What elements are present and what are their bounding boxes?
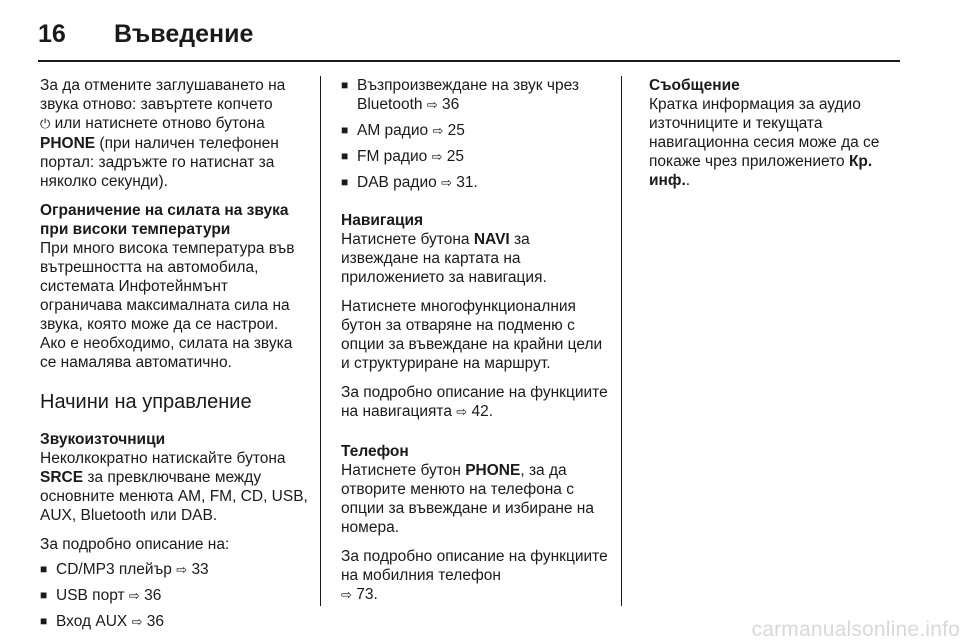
subheading-message: Съобщение <box>649 77 740 94</box>
paragraph-multifunction: Натиснете многофункционалния бутон за отваряне на подменю с опции за въвеждане на крайни цели и структуриране на маршрут. <box>341 298 603 372</box>
page-header <box>38 14 253 54</box>
list-item: ■ Вход AUX ⇨ 36 <box>40 612 308 632</box>
list-item: ■ USB порт ⇨ 36 <box>40 586 308 606</box>
button-name-navi: NAVI <box>473 231 510 248</box>
subheading-navigation: Навигация <box>341 212 424 229</box>
paragraph-details: За подробно описание на: <box>40 536 230 553</box>
source-list <box>40 560 308 632</box>
column-1 <box>40 76 308 642</box>
paragraph-message: Кратка информация за аудио източниците и текущата навигационна сесия може да се покаже чрез приложението Кр. инф.. <box>649 96 880 189</box>
page-ref-icon: ⇨ <box>128 589 140 604</box>
page-ref-icon: ⇨ <box>341 588 352 603</box>
list-item: ■ FM радио ⇨ 25 <box>341 147 609 167</box>
app-name-info: Кр. инф. <box>649 153 873 189</box>
subheading-phone: Телефон <box>341 443 409 460</box>
page-ref-icon: ⇨ <box>432 124 444 139</box>
paragraph-phone: Натиснете бутон PHONE, за да отворите менюто на телефона с опции за въвеждане и избиране на номера. <box>341 462 594 536</box>
list-item: ■ DAB радио ⇨ 31. <box>341 173 609 193</box>
paragraph-sources: Неколкократно натискайте бутона SRCE за превключване между основните менюта AM, FM, CD, USB, AUX, Bluetooth или DAB. <box>40 450 308 524</box>
list-item: ■ CD/MP3 плейър ⇨ 33 <box>40 560 308 580</box>
paragraph-phone-details: За подробно описание на функциите на мобилния телефон ⇨ 73. <box>341 548 608 603</box>
subheading-volume-limit: Ограничение на силата на звука при високи температури <box>40 202 289 238</box>
paragraph-navi: Натиснете бутона NAVI за извеждане на картата на приложението за навигация. <box>341 231 547 286</box>
section-heading-controls: Начини на управление <box>40 391 252 413</box>
page-title: Въведение <box>114 19 254 48</box>
column-3 <box>649 76 911 200</box>
page-ref-icon: ⇨ <box>176 563 188 578</box>
button-name-phone: PHONE <box>465 462 521 479</box>
page-ref-icon: ⇨ <box>426 98 438 113</box>
list-item: ■ Възпроизвеждане на звук чрез Bluetooth ⇨ 36 <box>341 76 609 115</box>
column-divider <box>320 76 321 606</box>
paragraph-unmute: За да отмените заглушаването на звука отново: завъртете копчето ⏻ или натиснете отново бутона PHONE (при наличен телефонен портал: задръжте го натиснат за няколко секунди). <box>40 77 286 190</box>
page-ref-icon: ⇨ <box>441 176 452 191</box>
button-name-phone: PHONE <box>40 135 96 152</box>
source-list-continued <box>341 76 609 193</box>
header-rule <box>38 60 900 62</box>
subheading-sources: Звукоизточници <box>40 431 166 448</box>
paragraph-nav-details: За подробно описание на функциите на навигацията ⇨ 42. <box>341 384 608 420</box>
page-ref-icon: ⇨ <box>456 405 468 420</box>
column-divider <box>621 76 622 606</box>
page-ref-icon: ⇨ <box>131 615 143 630</box>
page-ref-icon: ⇨ <box>431 150 443 165</box>
list-item: ■ AM радио ⇨ 25 <box>341 121 609 141</box>
button-name-srce: SRCE <box>40 469 84 486</box>
watermark: carmanualsonline.info <box>751 618 960 641</box>
power-knob-icon: ⏻ <box>40 117 51 132</box>
page-number: 16 <box>38 19 66 48</box>
paragraph-volume-limit: При много висока температура във вътрешността на автомобила, системата Инфотейнмънт ограничава максималната сила на звука, която може да се настрои. Ако е необходимо, силата на звука се намалява автоматично. <box>40 240 295 371</box>
column-2 <box>341 76 609 615</box>
